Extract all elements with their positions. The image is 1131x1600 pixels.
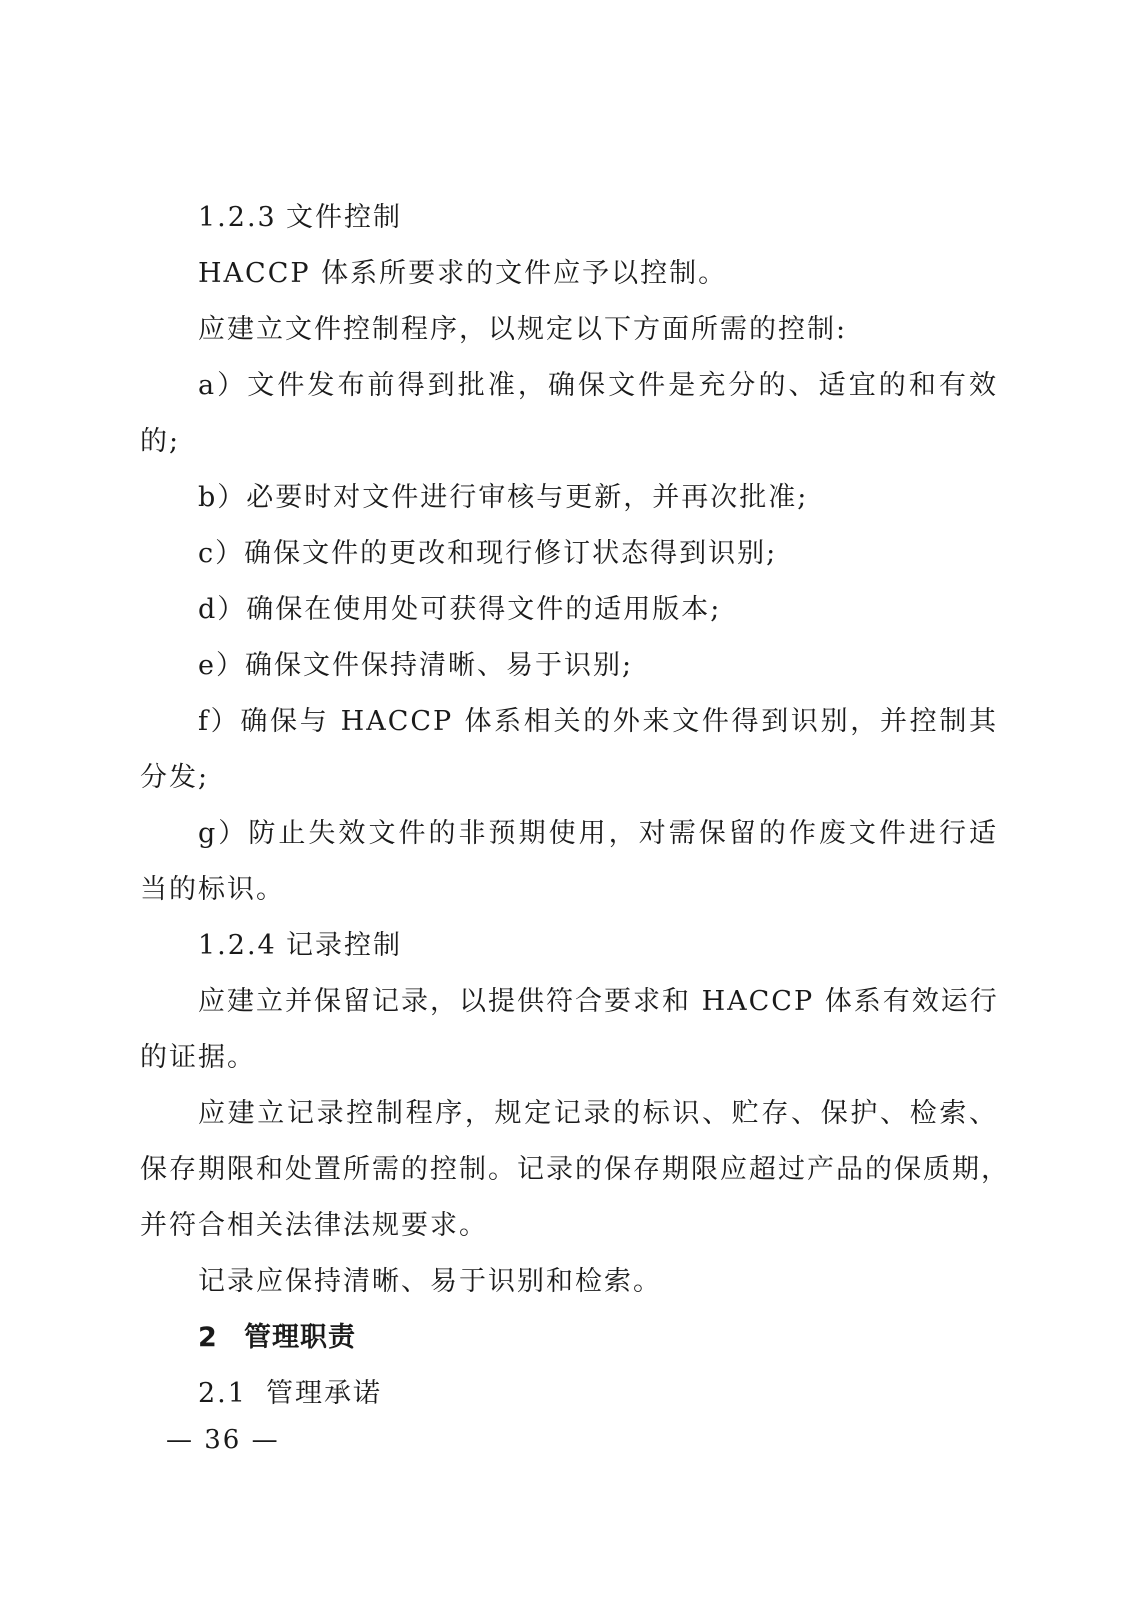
paragraph-line: 的证据。 (140, 1042, 256, 1073)
list-item-f: f）确保与 HACCP 体系相关的外来文件得到识别，并控制其 (198, 706, 998, 737)
heading-title: 记录控制 (286, 930, 402, 961)
paragraph-line: 记录应保持清晰、易于识别和检索。 (198, 1266, 662, 1297)
paragraph-line: 应建立文件控制程序，以规定以下方面所需的控制: (198, 314, 848, 345)
heading-number: 1.2.3 (198, 202, 277, 233)
heading-2 (198, 1318, 998, 1358)
heading-number: 2.1 (198, 1378, 247, 1409)
list-item-d: d）确保在使用处可获得文件的适用版本; (198, 594, 722, 625)
list-item-b: b）必要时对文件进行审核与更新，并再次批准; (198, 482, 809, 513)
list-item-c: c）确保文件的更改和现行修订状态得到识别; (198, 538, 778, 569)
paragraph-line: 保存期限和处置所需的控制。记录的保存期限应超过产品的保质期， (140, 1154, 1010, 1185)
list-item-e: e）确保文件保持清晰、易于识别; (198, 650, 634, 681)
paragraph-line: 并符合相关法律法规要求。 (140, 1210, 488, 1241)
list-item-a-continued: 的; (140, 426, 181, 457)
heading-title: 管理职责 (244, 1322, 356, 1353)
list-item-g-continued: 当的标识。 (140, 874, 285, 905)
paragraph-line: 应建立并保留记录，以提供符合要求和 HACCP 体系有效运行 (198, 986, 999, 1017)
page-number: — 36 — (166, 1425, 280, 1455)
paragraph-line: HACCP 体系所要求的文件应予以控制。 (198, 258, 728, 289)
list-item-a: a）文件发布前得到批准，确保文件是充分的、适宜的和有效 (198, 370, 998, 401)
heading-1-2-3 (198, 198, 998, 238)
heading-1-2-4 (198, 926, 998, 966)
heading-2-1 (198, 1374, 998, 1414)
heading-title: 文件控制 (286, 202, 402, 233)
list-item-f-continued: 分发; (140, 762, 210, 793)
paragraph-line: 应建立记录控制程序，规定记录的标识、贮存、保护、检索、 (198, 1098, 998, 1129)
heading-number: 1.2.4 (198, 930, 277, 961)
heading-number: 2 (198, 1322, 218, 1353)
heading-title: 管理承诺 (266, 1378, 382, 1409)
list-item-g: g）防止失效文件的非预期使用，对需保留的作废文件进行适 (198, 818, 998, 849)
